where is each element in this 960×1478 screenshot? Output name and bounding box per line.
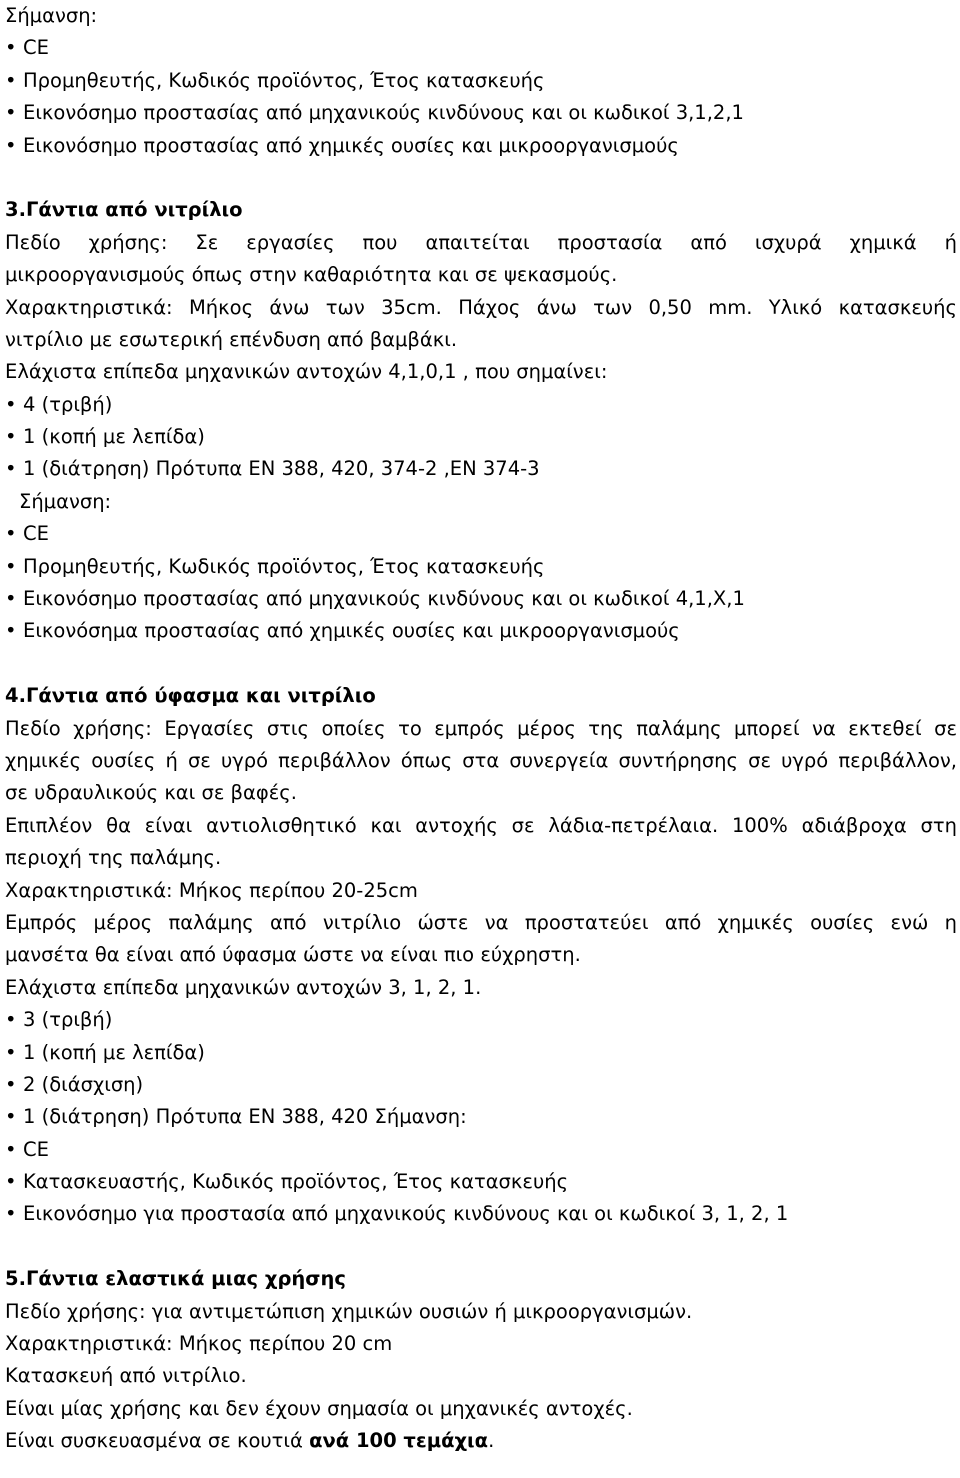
bullet-icon: • <box>5 392 17 416</box>
bullet-icon: • <box>5 457 17 481</box>
bullet-icon: • <box>5 425 17 449</box>
packaging-text: Είναι συσκευασμένα σε κουτιά ανά 100 τεμάχια. <box>5 1429 495 1453</box>
list-item: • Κατασκευαστής, Κωδικός προϊόντος, Έτος κατασκευής <box>5 1166 957 1198</box>
single-use-text: Είναι μίας χρήσης και δεν έχουν σημασία οι μηχανικές αντοχές. <box>5 1396 633 1420</box>
list-item: • 1 (κοπή με λεπίδα) <box>5 421 957 453</box>
bullet-icon: • <box>5 554 17 578</box>
list-item: • CE <box>5 32 957 64</box>
bullet-icon: • <box>5 1137 17 1161</box>
bullet-icon: • <box>5 619 17 643</box>
list-item: • Προμηθευτής, Κωδικός προϊόντος, Έτος κατασκευής <box>5 551 957 583</box>
marking-label: Σήμανση: <box>19 489 112 513</box>
list-item: • Εικονόσημο προστασίας από μηχανικούς κινδύνους και οι κωδικοί 3,1,2,1 <box>5 97 957 129</box>
section-heading-disposable-gloves: 5.Γάντια ελαστικά μιας χρήσης <box>5 1267 346 1291</box>
section-heading-nitrile-gloves: 3.Γάντια από νιτρίλιο <box>5 198 243 222</box>
bullet-icon: • <box>5 68 17 92</box>
front-part-text: μανσέτα θα είναι από ύφασμα ώστε να είναι πιο εύχρηστη. <box>5 943 581 967</box>
packaging-quantity: ανά 100 τεμάχια <box>309 1429 489 1453</box>
usage-text: χημικές ουσίες ή σε υγρό περιβάλλον όπως στα συνεργεία συντήρησης σε υγρό περιβάλλον, <box>5 748 957 772</box>
bullet-icon: • <box>5 101 17 125</box>
list-item: • Εικονόσημο προστασίας από μηχανικούς κινδύνους και οι κωδικοί 4,1,Χ,1 <box>5 583 957 615</box>
list-item: • 3 (τριβή) <box>5 1004 957 1036</box>
list-item: • 1 (κοπή με λεπίδα) <box>5 1037 957 1069</box>
min-levels-text: Ελάχιστα επίπεδα μηχανικών αντοχών 4,1,0,1 , που σημαίνει: <box>5 360 608 384</box>
list-item: • Εικονόσημο προστασίας από χημικές ουσίες και μικροοργανισμούς <box>5 130 957 162</box>
construction-text: Κατασκευή από νιτρίλιο. <box>5 1364 247 1388</box>
spacer <box>5 648 957 680</box>
document-page <box>5 0 957 1458</box>
list-item: • 1 (διάτρηση) Πρότυπα EN 388, 420, 374-2 ,EN 374-3 <box>5 453 957 485</box>
bullet-icon: • <box>5 1170 17 1194</box>
spacer <box>5 162 957 194</box>
usage-text: μικροοργανισμούς όπως στην καθαριότητα και σε ψεκασμούς. <box>5 263 618 287</box>
usage-text: Πεδίο χρήσης: για αντιμετώπιση χημικών ουσιών ή μικροοργανισμών. <box>5 1299 693 1323</box>
list-item: • Εικονόσημο για προστασία από μηχανικούς κινδύνους και οι κωδικοί 3, 1, 2, 1 <box>5 1198 957 1230</box>
usage-text: Πεδίο χρήσης: Σε εργασίες που απαιτείται προστασία από ισχυρά χημικά ή <box>5 230 957 254</box>
list-item: • 4 (τριβή) <box>5 389 957 421</box>
list-item: • Εικονόσημα προστασίας από χημικές ουσίες και μικροοργανισμούς <box>5 615 957 647</box>
list-item: • CE <box>5 518 957 550</box>
list-item: • 2 (διάσχιση) <box>5 1069 957 1101</box>
bullet-icon: • <box>5 522 17 546</box>
list-item: • CE <box>5 1134 957 1166</box>
list-item: • Προμηθευτής, Κωδικός προϊόντος, Έτος κατασκευής <box>5 65 957 97</box>
spacer <box>5 1231 957 1263</box>
bullet-icon: • <box>5 1008 17 1032</box>
bullet-icon: • <box>5 36 17 60</box>
list-item: • 1 (διάτρηση) Πρότυπα EN 388, 420 Σήμανση: <box>5 1101 957 1133</box>
bullet-icon: • <box>5 1202 17 1226</box>
bullet-icon: • <box>5 1072 17 1096</box>
bullet-icon: • <box>5 587 17 611</box>
bullet-icon: • <box>5 133 17 157</box>
bullet-icon: • <box>5 1105 17 1129</box>
features-text: νιτρίλιο με εσωτερική επένδυση από βαμβάκι. <box>5 327 458 351</box>
features-text: Χαρακτηριστικά: Μήκος άνω των 35cm. Πάχος άνω των 0,50 mm. Υλικό κατασκευής <box>5 295 957 319</box>
extra-text: Επιπλέον θα είναι αντιολισθητικό και αντοχής σε λάδια-πετρέλαια. 100% αδιάβροχα στη <box>5 813 957 837</box>
section-heading-fabric-nitrile-gloves: 4.Γάντια από ύφασμα και νιτρίλιο <box>5 684 376 708</box>
usage-text: σε υδραυλικούς και σε βαφές. <box>5 781 297 805</box>
extra-text: περιοχή της παλάμης. <box>5 846 222 870</box>
bullet-icon: • <box>5 1040 17 1064</box>
features-text: Χαρακτηριστικά: Μήκος περίπου 20-25cm <box>5 878 418 902</box>
front-part-text: Εμπρός μέρος παλάμης από νιτρίλιο ώστε να προστατεύει από χημικές ουσίες ενώ η <box>5 910 957 934</box>
usage-text: Πεδίο χρήσης: Εργασίες στις οποίες το εμπρός μέρος της παλάμης μπορεί να εκτεθεί σε <box>5 716 957 740</box>
marking-label: Σήμανση: <box>5 4 98 27</box>
min-levels-text: Ελάχιστα επίπεδα μηχανικών αντοχών 3, 1, 2, 1. <box>5 975 482 999</box>
features-text: Χαρακτηριστικά: Μήκος περίπου 20 cm <box>5 1332 393 1356</box>
